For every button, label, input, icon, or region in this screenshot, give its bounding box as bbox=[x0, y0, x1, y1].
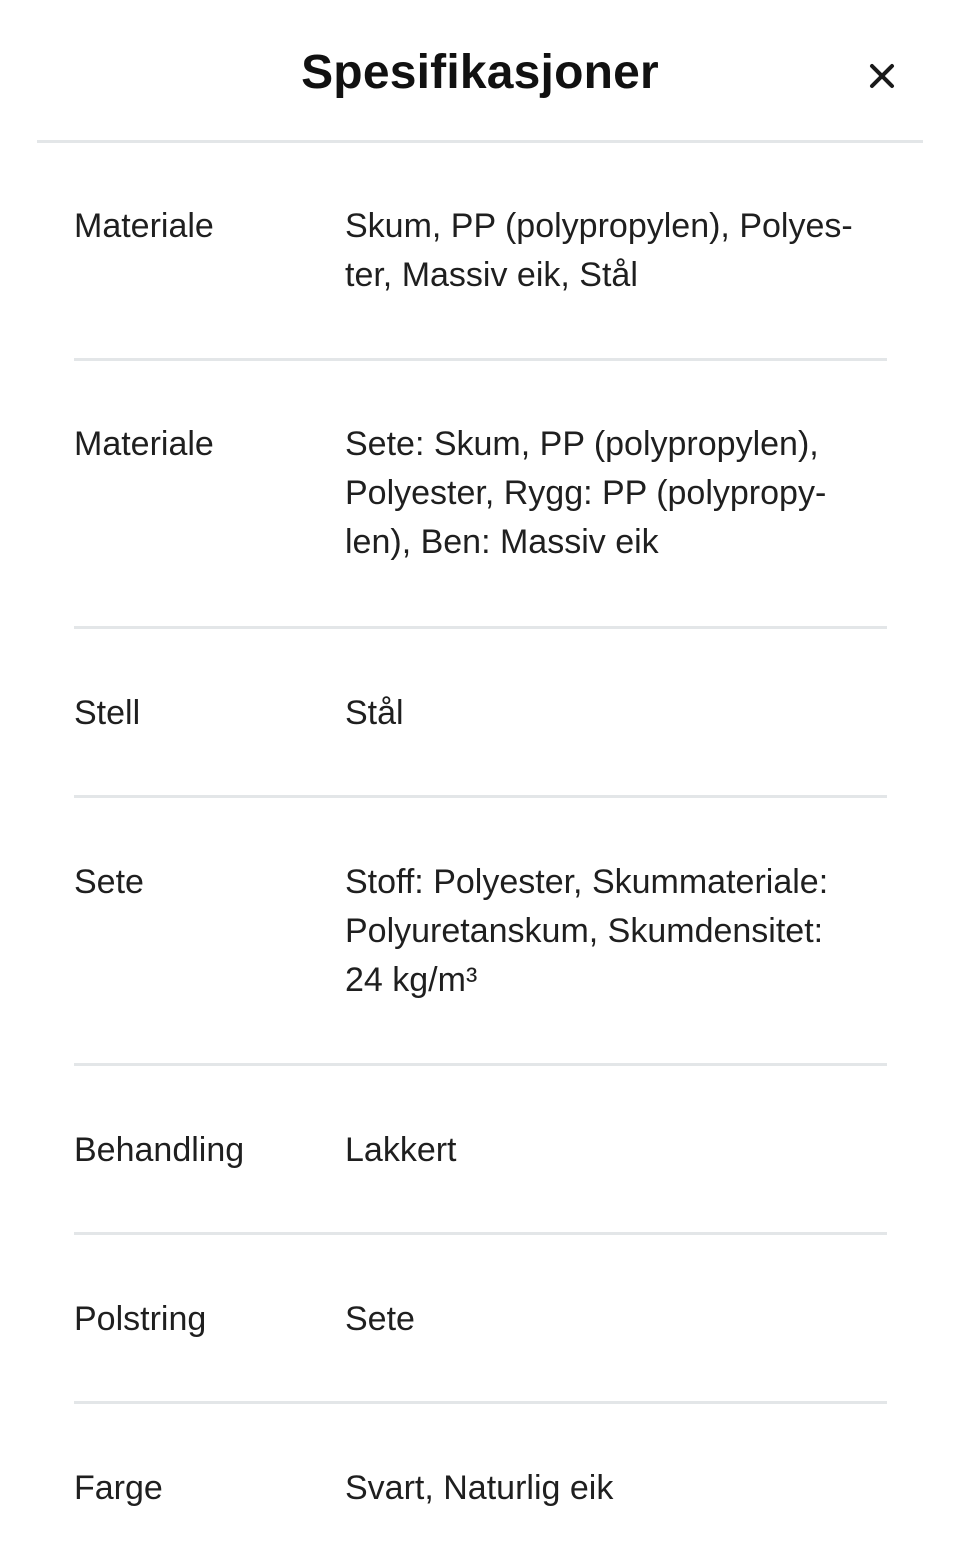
spec-value-line: Sete: Skum, PP (polypropylen), bbox=[345, 425, 819, 463]
spec-value-line: Stoff: Polyester, Skummateriale: bbox=[345, 863, 829, 901]
modal-header bbox=[0, 0, 960, 140]
modal-title: Spesifikasjoner bbox=[301, 46, 659, 99]
spec-list bbox=[74, 143, 887, 1554]
spec-value-line: len), Ben: Massiv eik bbox=[345, 523, 659, 561]
spec-label: Sete bbox=[74, 863, 144, 901]
spec-label: Materiale bbox=[74, 425, 214, 463]
spec-value bbox=[345, 689, 887, 795]
spec-value bbox=[345, 1295, 887, 1401]
spec-row-materiale-detail bbox=[74, 361, 887, 629]
close-button[interactable] bbox=[854, 48, 910, 104]
spec-row-farge bbox=[74, 1404, 887, 1554]
spec-value-line: Polyuretanskum, Skumdensitet: bbox=[345, 912, 824, 950]
spec-row-sete bbox=[74, 798, 887, 1066]
spec-value bbox=[345, 1126, 887, 1232]
spec-row-behandling bbox=[74, 1066, 887, 1235]
spec-value-line: Stål bbox=[345, 694, 404, 732]
spec-value-line: Lakkert bbox=[345, 1131, 457, 1169]
spec-label: Materiale bbox=[74, 207, 214, 245]
spec-value-line: Skum, PP (polypropylen), Polyes- bbox=[345, 207, 853, 245]
spec-label: Stell bbox=[74, 694, 141, 732]
spec-row-polstring bbox=[74, 1235, 887, 1404]
spec-value bbox=[345, 420, 887, 626]
spec-value-line: 24 kg/m³ bbox=[345, 961, 478, 999]
spec-label: Polstring bbox=[74, 1300, 207, 1338]
spec-value-line: Polyester, Rygg: PP (polypropy- bbox=[345, 474, 827, 512]
spec-value bbox=[345, 202, 887, 358]
spec-value-line: ter, Massiv eik, Stål bbox=[345, 256, 638, 294]
spec-label: Farge bbox=[74, 1469, 163, 1507]
spec-value bbox=[345, 1464, 887, 1554]
spec-row-stell bbox=[74, 629, 887, 798]
spec-value bbox=[345, 858, 887, 1063]
spec-row-materiale bbox=[74, 143, 887, 361]
spec-value-line: Sete bbox=[345, 1300, 415, 1338]
spec-label: Behandling bbox=[74, 1131, 245, 1169]
close-icon bbox=[868, 62, 896, 90]
spec-value-line: Svart, Naturlig eik bbox=[345, 1469, 614, 1507]
